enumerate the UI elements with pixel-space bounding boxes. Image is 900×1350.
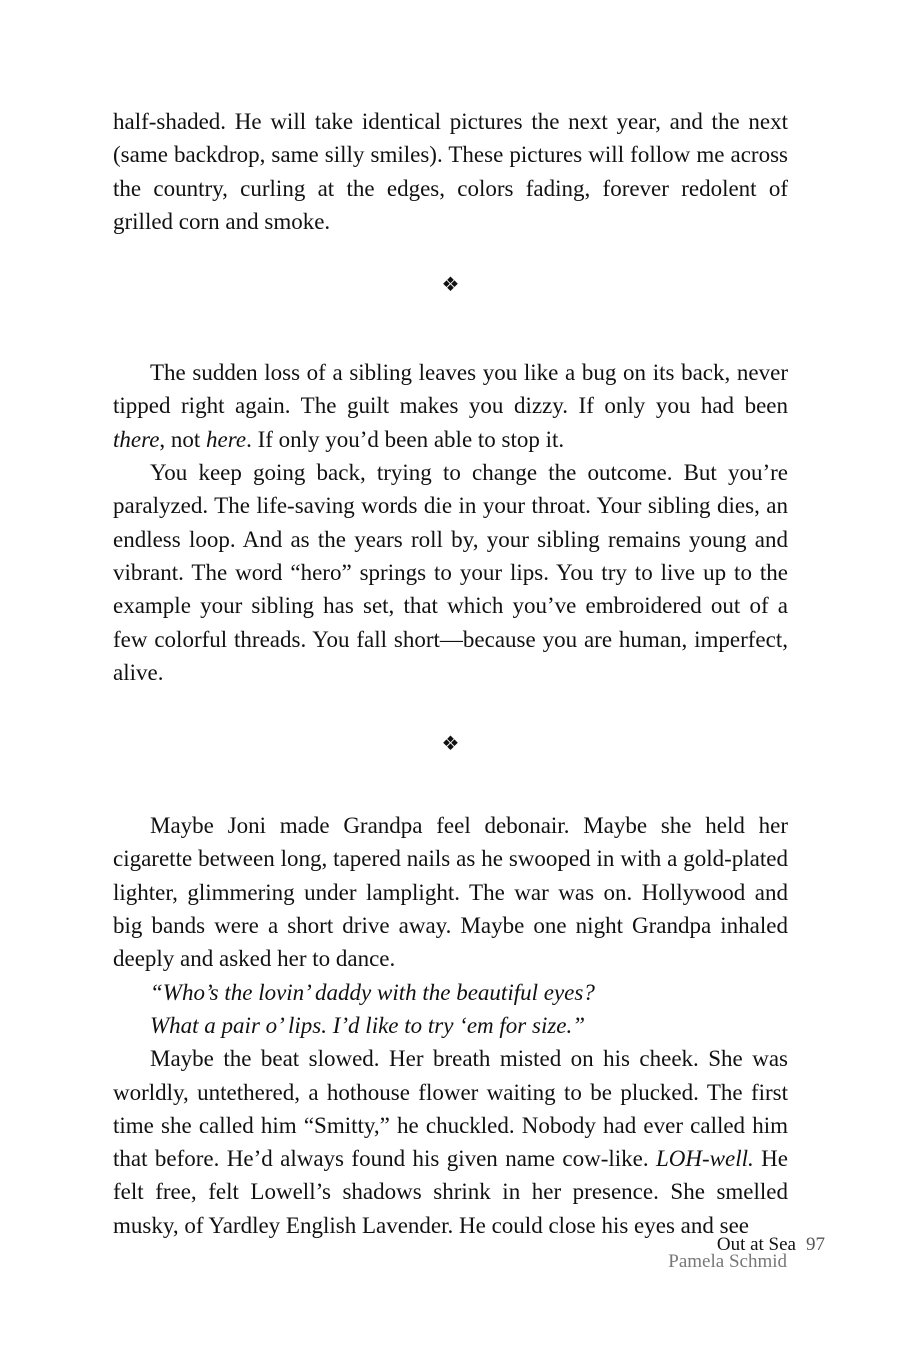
poem-line: What a pair o’ lips. I’d like to try ‘em for size.”	[150, 1012, 586, 1038]
paragraph: The sudden loss of a sibling leaves you like a bug on its back, never tipped right again. The guilt makes you dizzy. If only you had been there, not here. If only you’d been able to stop it.	[113, 360, 788, 452]
emphasis: LOH-well.	[656, 1146, 754, 1172]
emphasis: there	[113, 426, 160, 452]
paragraph: You keep going back, trying to change the outcome. But you’re paralyzed. The life-saving words die in your throat. Your sibling dies, an endless loop. And as the years roll by, your sibling remains young and vibrant. The word “hero” springs to your lips. You try to live up to the example your sibling has set, that which you’ve embroidered out of a few colorful threads. You fall short—because you are human, imperfect, alive.	[113, 460, 788, 685]
page-number: 97	[806, 1234, 825, 1255]
paragraph: half-shaded. He will take identical pictures the next year, and the next (same backdrop, same silly smiles). These pictures will follow me across the country, curling at the edges, colors fading, forever redolent of grilled corn and smoke.	[113, 109, 788, 234]
book-title: Out at Sea	[716, 1234, 796, 1255]
page-body	[113, 105, 788, 1242]
author-name: Pamela Schmid	[668, 1251, 787, 1272]
running-footer	[668, 1236, 825, 1270]
section-break-ornament-icon: ❖	[441, 733, 460, 756]
poem-line: “Who’s the lovin’ daddy with the beautiful eyes?	[150, 979, 595, 1005]
emphasis: here	[206, 426, 247, 452]
paragraph: Maybe Joni made Grandpa feel debonair. Maybe she held her cigarette between long, tapered nails as he swooped in with a gold-plated lighter, glimmering under lamplight. The war was on. Hollywood and big bands were a short drive away. Maybe one night Grandpa inhaled deeply and asked her to dance.	[113, 813, 788, 972]
paragraph: Maybe the beat slowed. Her breath misted on his cheek. She was worldly, untethered, a hothouse flower waiting to be plucked. The first time she called him “Smitty,” he chuckled. Nobody had ever called him that before. He’d always found his given name cow-like. LOH-well. He felt free, felt Lowell’s shadows shrink in her presence. She smelled musky, of Yardley English Lavender. He could close his eyes and see	[113, 1046, 788, 1238]
section-break-ornament-icon: ❖	[441, 274, 460, 297]
